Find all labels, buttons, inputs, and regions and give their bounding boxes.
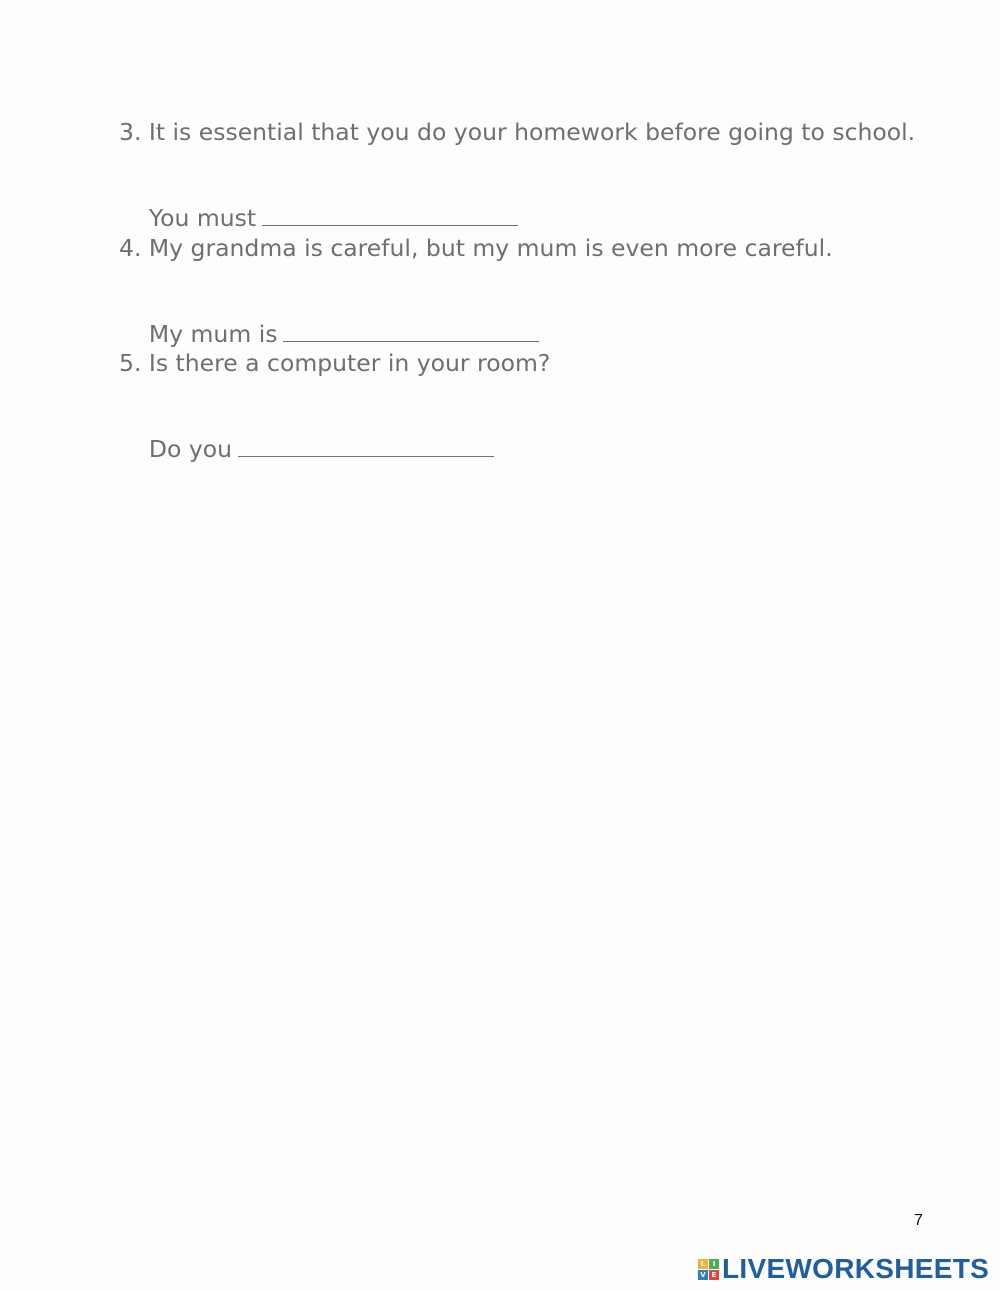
- logo-letter-l: L: [698, 1259, 708, 1269]
- liveworksheets-logo[interactable]: [698, 1251, 989, 1287]
- logo-letter-i: I: [709, 1259, 719, 1269]
- item-5-answer-line: [119, 407, 494, 491]
- logo-letter-e: E: [709, 1270, 719, 1280]
- page-number: 7: [914, 1212, 923, 1229]
- item-5-answer-blank[interactable]: [238, 455, 494, 457]
- liveworksheets-wordmark: LIVEWORKSHEETS: [722, 1253, 990, 1284]
- item-5-prompt: Do you: [148, 435, 233, 463]
- item-4-sentence: 4. My grandma is careful, but my mum is even more careful.: [119, 234, 833, 262]
- logo-letter-v: V: [698, 1270, 708, 1280]
- item-3-answer-blank[interactable]: [262, 224, 518, 226]
- item-3-prompt: You must: [148, 204, 257, 232]
- item-5-sentence: 5. Is there a computer in your room?: [119, 349, 551, 377]
- item-3-sentence: 3. It is essential that you do your homework before going to school.: [119, 118, 916, 146]
- item-4-prompt: My mum is: [148, 320, 278, 348]
- liveworksheets-logo-icon: [698, 1259, 719, 1280]
- item-4-answer-blank[interactable]: [283, 340, 539, 342]
